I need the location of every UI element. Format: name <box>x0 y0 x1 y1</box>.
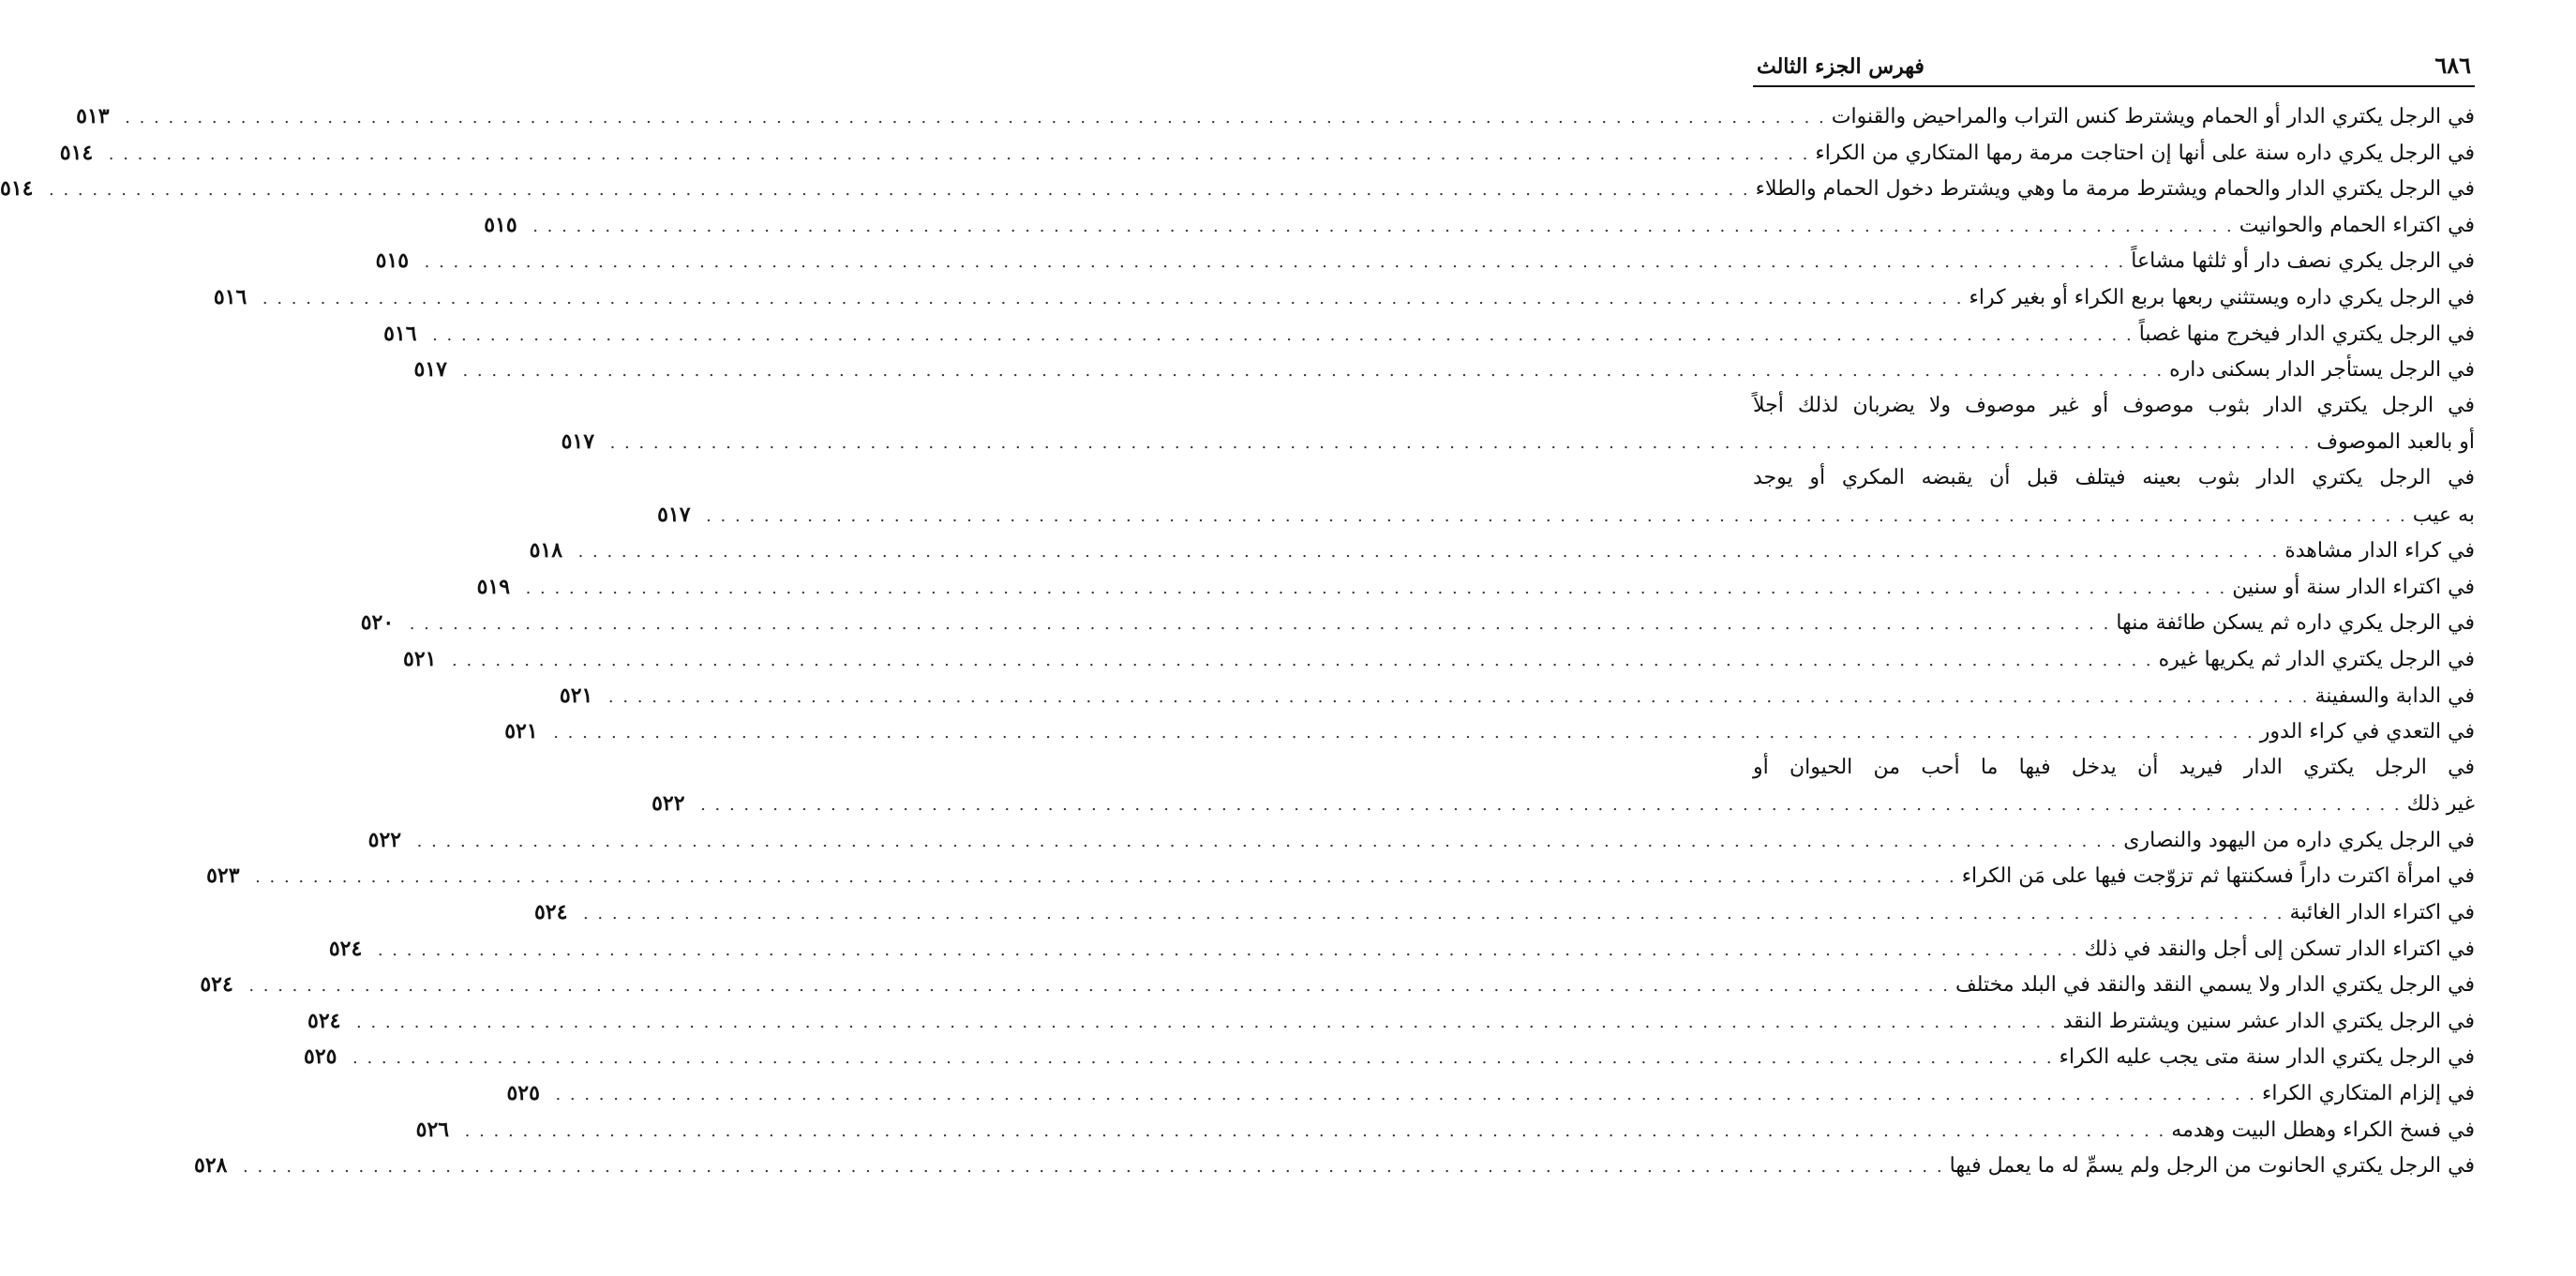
dot-leader <box>532 209 2234 246</box>
dot-leader <box>248 968 1950 1005</box>
dot-leader <box>432 318 2134 354</box>
index-entry <box>559 678 2475 714</box>
index-entries <box>0 87 2475 1184</box>
dot-leader <box>700 788 2402 824</box>
index-entry <box>657 460 2475 533</box>
entry-page: ٥٢٠ <box>360 610 395 636</box>
dot-leader <box>356 1005 2058 1042</box>
dot-leader <box>352 1041 2054 1077</box>
entry-page: ٥١٦ <box>383 321 417 346</box>
entry-title: في الرجل يكري نصف دار أو ثلثها مشاعاً <box>2131 249 2475 274</box>
index-page <box>0 52 2475 1184</box>
dot-leader <box>553 715 2254 752</box>
index-entry <box>375 243 2475 279</box>
dot-leader <box>555 1077 2256 1114</box>
entry-title: في الرجل يكري داره ويستثني ربعها بربع الكراء أو بغير كراء <box>1969 285 2475 309</box>
entry-page: ٥٢٨ <box>194 1153 228 1178</box>
index-entry <box>533 894 2475 931</box>
entry-title-first-line: في الرجل يكتري الدار بثوب موصوف أو غير موصوف ولا يضربان لذلك أجلاً <box>1753 393 2475 417</box>
index-entry <box>506 1075 2475 1112</box>
entry-page: ٥١٤ <box>0 176 34 202</box>
dot-leader <box>465 1114 2166 1150</box>
entry-title: غير ذلك <box>2406 792 2475 817</box>
index-entry <box>213 279 2475 316</box>
entry-page: ٥٢١ <box>559 683 593 708</box>
entry-page: ٥١٧ <box>657 502 691 527</box>
entry-page: ٥٢٤ <box>533 900 568 925</box>
index-entry <box>415 1112 2475 1148</box>
dot-leader <box>109 137 1810 173</box>
entry-page: ٥١٥ <box>375 248 410 274</box>
entry-page: ٥٢٥ <box>304 1044 337 1070</box>
entry-page: ٥٢٥ <box>506 1081 540 1106</box>
entry-title: في كراء الدار مشاهدة <box>2284 539 2475 563</box>
dot-leader <box>462 353 2164 390</box>
index-entry <box>476 569 2475 606</box>
dot-leader <box>608 680 2310 716</box>
dot-leader <box>255 860 1956 896</box>
index-entry <box>206 858 2475 894</box>
index-entry <box>504 713 2475 750</box>
entry-title: في الرجل يكتري الدار أو الحمام ويشترط كنس التراب والمراحيض والقنوات <box>1831 105 2475 128</box>
running-title: فهرس الجزء الثالث <box>1757 54 1925 79</box>
index-entry <box>76 98 2475 135</box>
index-entry <box>383 316 2475 353</box>
entry-page: ٥٢٦ <box>415 1117 450 1142</box>
entry-title: في اكتراء الدار تسكن إلى أجل والنقد في ذلك <box>2084 937 2475 961</box>
entry-title: في الرجل يكتري الدار والحمام ويشترط مرمة ما وهي ويشترط دخول الحمام والطلاء <box>1755 177 2475 202</box>
page-header <box>1753 52 2475 87</box>
index-entry <box>0 171 2475 207</box>
entry-page: ٥١٦ <box>213 284 247 309</box>
dot-leader <box>262 281 1964 318</box>
entry-title: في اكتراء الدار سنة أو سنين <box>2232 575 2475 599</box>
page-number: ٦٨٦ <box>2434 52 2471 79</box>
entry-page: ٥١٥ <box>484 212 517 237</box>
dot-leader <box>125 100 1826 137</box>
dot-leader <box>610 426 2312 462</box>
entry-page: ٥١٩ <box>476 574 511 599</box>
dot-leader <box>526 571 2227 608</box>
dot-leader <box>417 824 2119 861</box>
dot-leader <box>49 173 1750 209</box>
index-entry <box>307 1003 2475 1040</box>
entry-title: به عيب <box>2412 503 2475 527</box>
entry-title: في التعدي في كراء الدور <box>2259 720 2475 744</box>
entry-title: في الرجل يكتري الدار عشر سنين ويشترط النقد <box>2062 1009 2475 1033</box>
entry-title: في إلزام المتكاري الكراء <box>2262 1082 2475 1106</box>
index-entry <box>194 1148 2475 1184</box>
index-entry <box>403 641 2475 678</box>
dot-leader <box>243 1149 1944 1186</box>
dot-leader <box>378 933 2079 969</box>
entry-page: ٥١٣ <box>76 104 110 128</box>
dot-leader <box>706 499 2407 535</box>
entry-page: ٥٢٢ <box>367 827 402 852</box>
entry-page: ٥٢١ <box>504 719 538 744</box>
entry-page: ٥٢١ <box>403 646 437 671</box>
index-entry <box>413 352 2475 388</box>
index-entry <box>484 207 2475 244</box>
dot-leader <box>410 607 2111 643</box>
entry-page: ٥١٧ <box>561 429 595 455</box>
dot-leader <box>583 896 2284 933</box>
index-entry <box>561 388 2475 460</box>
entry-title-first-line: في الرجل يكتري الدار بثوب بعينه فيتلف قبل أن يقبضه المكري أو يوجد <box>1753 465 2475 489</box>
entry-title: في الرجل يكتري الدار ولا يسمي النقد والنقد في البلد مختلف <box>1954 973 2475 998</box>
entry-title: في الرجل يكتري الحانوت من الرجل ولم يسمِّ له ما يعمل فيها <box>1949 1154 2475 1178</box>
entry-page: ٥٢٤ <box>200 972 233 998</box>
entry-title: في الرجل يكري داره ثم يسكن طائفة منها <box>2116 611 2475 636</box>
dot-leader <box>452 643 2153 680</box>
entry-title-first-line: في الرجل يكتري الدار فيريد أن يدخل فيها ما أحب من الحيوان أو <box>1753 755 2475 779</box>
index-entry <box>367 822 2475 859</box>
index-entry <box>59 135 2475 172</box>
entry-title: في فسخ الكراء وهطل البيت وهدمه <box>2171 1118 2475 1142</box>
index-entry <box>529 533 2475 569</box>
entry-page: ٥٢٤ <box>307 1008 341 1033</box>
dot-leader <box>425 245 2126 281</box>
entry-title: في الرجل يكتري الدار سنة متى يجب عليه الكراء <box>2059 1045 2475 1070</box>
entry-title: في امرأة اكترت داراً فسكنتها ثم تزوّجت فيها على مَن الكراء <box>1961 864 2475 889</box>
entry-title: أو بالعبد الموصوف <box>2316 430 2475 455</box>
entry-page: ٥٢٣ <box>206 863 240 889</box>
entry-page: ٥٢٤ <box>328 936 363 961</box>
index-entry <box>651 750 2475 822</box>
entry-title: في الرجل يكتري الدار فيخرج منها غصباً <box>2138 322 2475 346</box>
index-entry <box>200 967 2475 1003</box>
entry-page: ٥١٧ <box>413 357 447 383</box>
dot-leader <box>578 534 2280 571</box>
entry-title: في الرجل يكتري الدار ثم يكريها غيره <box>2158 647 2475 671</box>
entry-title: في الرجل يكري داره سنة على أنها إن احتاجت مرمة رمها المتكاري من الكراء <box>1815 141 2475 165</box>
entry-title: في الرجل يكري داره من اليهود والنصارى <box>2123 828 2475 852</box>
entry-title: في الدابة والسفينة <box>2314 683 2475 708</box>
entry-page: ٥١٤ <box>59 140 94 165</box>
entry-page: ٥٢٢ <box>651 791 685 817</box>
entry-title: في اكتراء الحمام والحوانيت <box>2239 213 2475 237</box>
entry-title: في الرجل يستأجر الدار بسكنى داره <box>2169 358 2475 383</box>
entry-page: ٥١٨ <box>529 538 563 563</box>
entry-title: في اكتراء الدار الغائبة <box>2289 901 2475 925</box>
index-entry <box>304 1039 2475 1075</box>
index-entry <box>328 931 2475 968</box>
index-entry <box>360 605 2475 641</box>
